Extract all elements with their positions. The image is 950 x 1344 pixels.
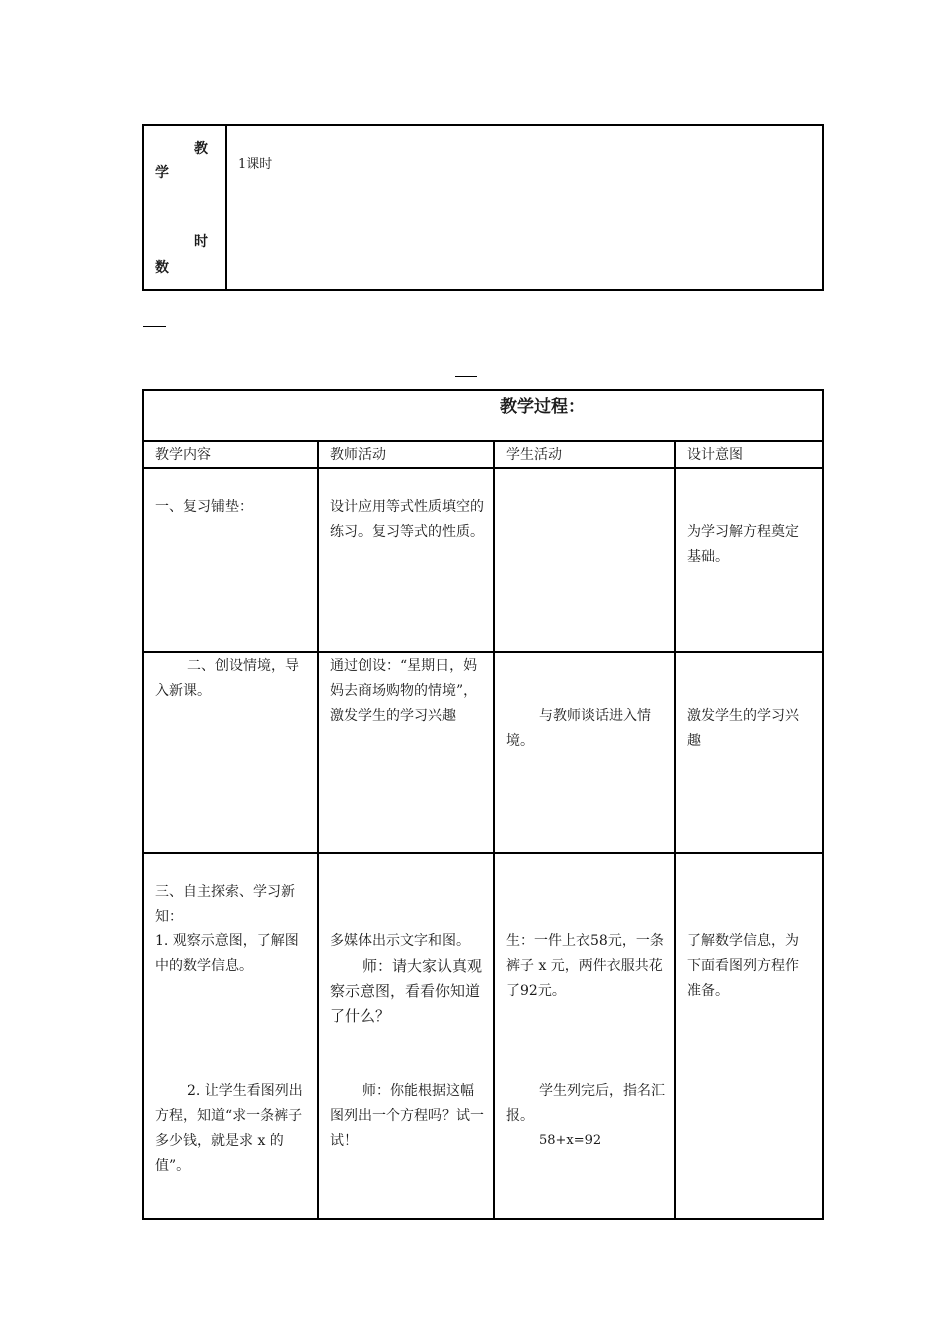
row3-student-equation: 58+x=92: [539, 1133, 602, 1148]
row2-teacher: 通过创设：“星期日，妈妈去商场购物的情境”，激发学生的学习兴趣: [330, 658, 478, 724]
separator-rule-center: [455, 376, 477, 377]
header-teacher: 教师活动: [330, 447, 386, 463]
col-divider-3: [674, 440, 676, 1220]
col-divider-1: [317, 440, 319, 1220]
header-student: 学生活动: [506, 447, 562, 463]
row2-bottom: [142, 852, 824, 854]
lesson-hours-table: [142, 124, 824, 291]
process-table-title: 教学过程：: [500, 397, 585, 417]
row3-intent: 了解数学信息，为下面看图列方程作准备。: [687, 933, 799, 999]
row3-student-report: 学生列完后，指名汇报。: [506, 1083, 665, 1124]
separator-rule-left: [143, 326, 166, 327]
row1-bottom: [142, 651, 824, 653]
row1-content: 一、复习铺垫：: [155, 499, 253, 515]
row3-content-heading: 三、自主探索、学习新知：: [155, 884, 295, 925]
row1-teacher: 设计应用等式性质填空的练习。复习等式的性质。: [330, 499, 484, 540]
label-char-jiao: 教: [194, 141, 208, 157]
label-char-shu: 数: [155, 260, 169, 276]
row3-teacher-question2: 师：你能根据这幅图列出一个方程吗？试一试！: [330, 1083, 484, 1149]
lesson-hours-value: 1课时: [238, 157, 273, 172]
label-char-shi: 时: [194, 234, 208, 250]
lesson-hours-divider: [225, 124, 227, 291]
row2-content: 二、创设情境，导入新课。: [155, 658, 299, 699]
row3-student-answer: 生：一件上衣58元，一条裤子 x 元，两件衣服共花了92元。: [506, 933, 664, 999]
row2-intent: 激发学生的学习兴趣: [687, 708, 799, 749]
header-intent: 设计意图: [687, 447, 743, 463]
row3-teacher-media: 多媒体出示文字和图。: [330, 933, 470, 949]
row3-content-step1: 1. 观察示意图，了解图中的数学信息。: [155, 933, 299, 974]
title-row-bottom: [142, 440, 824, 442]
row3-teacher-question1: 师：请大家认真观察示意图，看看你知道了什么？: [330, 957, 483, 1025]
row1-intent: 为学习解方程奠定基础。: [687, 524, 799, 565]
row2-student: 与教师谈话进入情境。: [506, 708, 651, 749]
header-content: 教学内容: [155, 447, 211, 463]
row3-content-step2: 2. 让学生看图列出方程，知道“求一条裤子多少钱，就是求 x 的值”。: [155, 1083, 303, 1174]
label-char-xue: 学: [155, 165, 169, 181]
col-divider-2: [493, 440, 495, 1220]
